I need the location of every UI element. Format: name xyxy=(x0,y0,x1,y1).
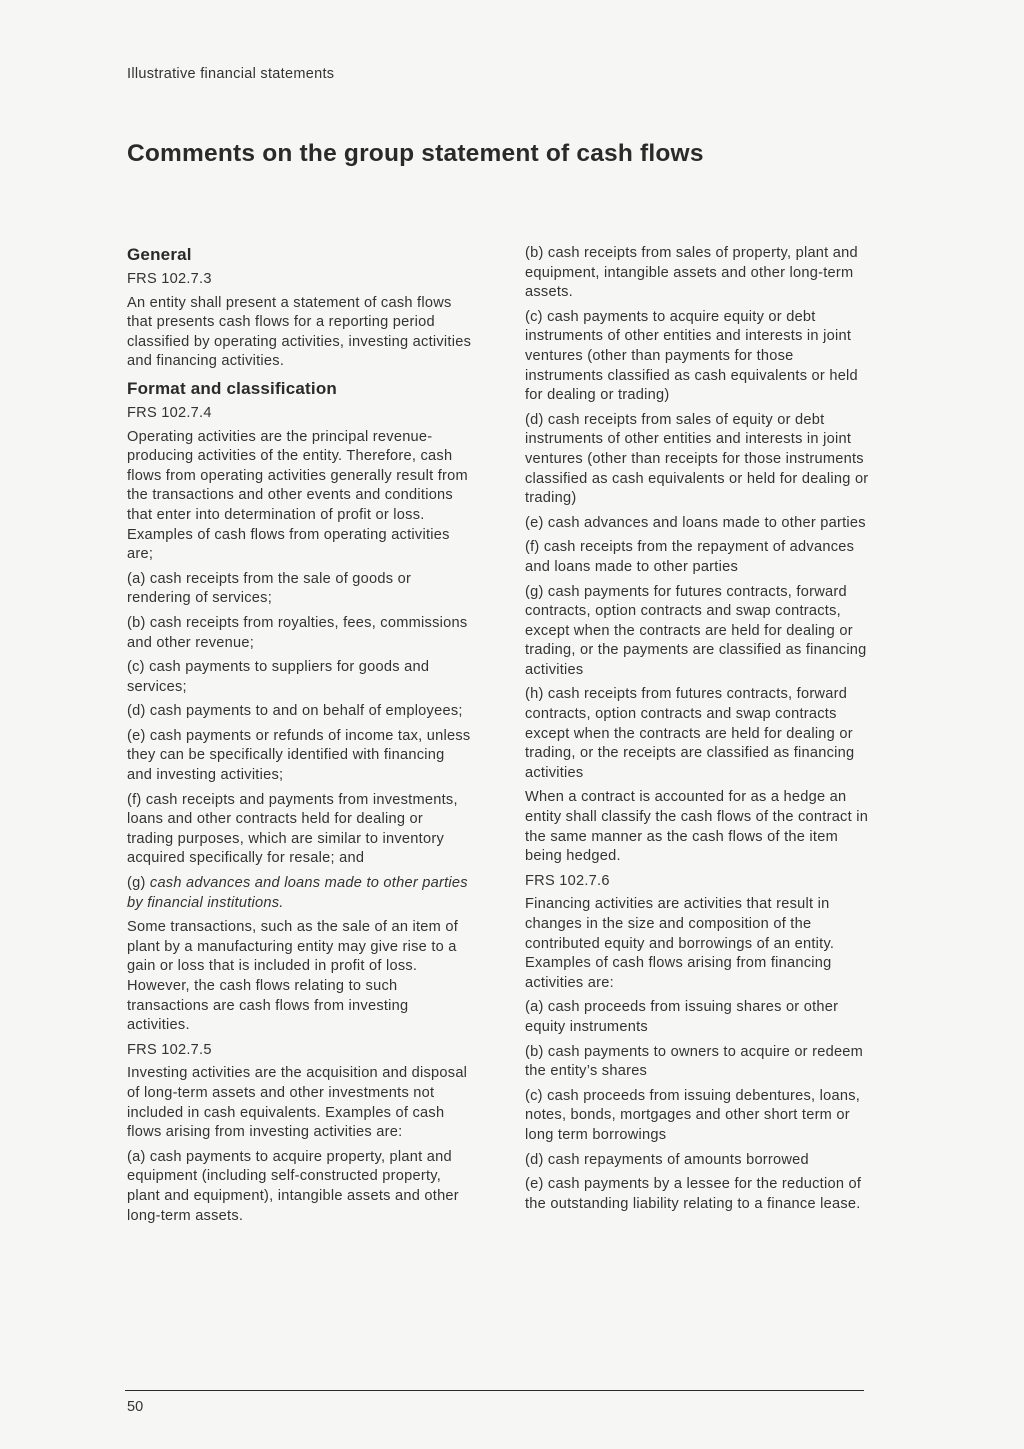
list-item: (f) cash receipts and payments from investments, loans and other contracts held for dealing or trading purposes, which are similar to inventory acquired specifically for resale; and xyxy=(127,791,458,867)
paragraph: An entity shall present a statement of cash flows that presents cash flows for a reporting period classified by operating activities, investing activities and financing activities. xyxy=(127,294,472,370)
footer-divider xyxy=(125,1390,864,1391)
list-item-italic-text: cash advances and loans made to other parties by financial institutions. xyxy=(127,875,468,911)
reference-frs-102-7-4: FRS 102.7.4 xyxy=(127,404,212,421)
paragraph: Operating activities are the principal revenue-producing activities of the entity. Therefore, cash flows from operating activities generally result from the transactions and other events and conditions that enter into determination of profit or loss. Examples of cash flows from operating activities are; xyxy=(127,428,468,563)
page-title: Comments on the group statement of cash flows xyxy=(127,140,704,167)
list-item: (d) cash repayments of amounts borrowed xyxy=(525,1151,809,1168)
list-item: (g) cash payments for futures contracts, forward contracts, option contracts and swap contracts, except when the contracts are held for dealing or trading, or the payments are classified as financing activities xyxy=(525,583,867,678)
list-item: (e) cash payments by a lessee for the reduction of the outstanding liability relating to a finance lease. xyxy=(525,1176,862,1212)
paragraph: Financing activities are activities that result in changes in the size and composition of the contributed equity and borrowings of an entity. Examples of cash flows arising from financing activities are: xyxy=(525,896,835,991)
paragraph: Investing activities are the acquisition and disposal of long-term assets and other investments not included in cash equivalents. Examples of cash flows arising from investing activities are: xyxy=(127,1065,468,1141)
list-item: (b) cash payments to owners to acquire or redeem the entity’s shares xyxy=(525,1043,864,1080)
section-heading-format: Format and classification xyxy=(127,378,337,398)
list-item: (f) cash receipts from the repayment of advances and loans made to other parties xyxy=(525,539,855,575)
reference-frs-102-7-5: FRS 102.7.5 xyxy=(127,1041,212,1058)
list-item: (h) cash receipts from futures contracts, forward contracts, option contracts and swap contracts except when the contracts are held for dealing or trading, or the receipts are classified as financing activities xyxy=(525,686,855,781)
section-heading-general: General xyxy=(127,245,192,264)
list-item: (c) cash payments to suppliers for goods and services; xyxy=(127,659,430,695)
list-item: (d) cash receipts from sales of equity or debt instruments of other entities and interests in joint ventures (other than receipts for those instruments classified as cash equivalents or held for dealing or trading) xyxy=(525,411,869,507)
right-column xyxy=(525,244,870,1219)
running-header: Illustrative financial statements xyxy=(127,66,335,82)
list-item: (a) cash payments to acquire property, plant and equipment (including self-constructed property, plant and equipment), intangible assets and other long-term assets. xyxy=(127,1148,459,1224)
reference-frs-102-7-3: FRS 102.7.3 xyxy=(127,271,212,287)
list-item: (c) cash payments to acquire equity or debt instruments of other entities and interests in joint ventures (other than payments for those instruments classified as cash equivalents or held for dealing or trading) xyxy=(525,308,858,404)
list-item: (b) cash receipts from sales of property, plant and equipment, intangible assets and other long-term assets. xyxy=(525,245,858,301)
paragraph: When a contract is accounted for as a hedge an entity shall classify the cash flows of the contract in the same manner as the cash flows of the item being hedged. xyxy=(525,789,869,865)
list-item: (a) cash proceeds from issuing shares or other equity instruments xyxy=(525,999,839,1035)
list-item xyxy=(127,874,472,913)
paragraph: Some transactions, such as the sale of an item of plant by a manufacturing entity may give rise to a gain or loss that is included in profit of loss. However, the cash flows relating to such transactions are cash flows from investing activities. xyxy=(127,919,459,1034)
list-item: (d) cash payments to and on behalf of employees; xyxy=(127,703,463,720)
list-item: (e) cash payments or refunds of income tax, unless they can be specifically identified with financing and investing activities; xyxy=(127,727,471,784)
page-number: 50 xyxy=(127,1399,144,1415)
reference-frs-102-7-6: FRS 102.7.6 xyxy=(525,872,610,889)
list-item: (c) cash proceeds from issuing debentures, loans, notes, bonds, mortgages and other short term or long term borrowings xyxy=(525,1087,861,1143)
list-item: (e) cash advances and loans made to other parties xyxy=(525,514,866,531)
list-item: (b) cash receipts from royalties, fees, commissions and other revenue; xyxy=(127,614,468,651)
left-column xyxy=(127,244,472,1231)
list-item: (a) cash receipts from the sale of goods or rendering of services; xyxy=(127,570,412,607)
list-item-prefix: (g) xyxy=(127,875,150,892)
